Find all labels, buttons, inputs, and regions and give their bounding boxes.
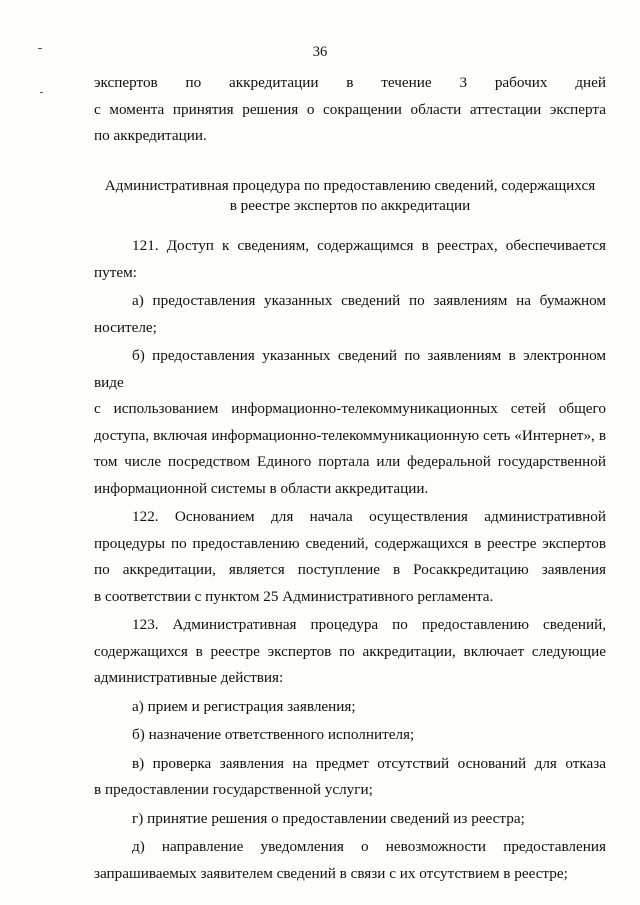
text-line: по аккредитации.: [94, 127, 207, 144]
text-line: а) предоставления указанных сведений по заявлениям на бумажном: [132, 292, 606, 309]
paragraph: [94, 343, 606, 502]
text-line: а) прием и регистрация заявления;: [132, 697, 356, 715]
text-line: запрашиваемых заявителем сведений в связи с их отсутствием в реестре;: [94, 864, 568, 882]
paragraph: [94, 288, 606, 341]
text-line: с момента принятия решения о сокращении области аттестации эксперта: [94, 100, 606, 118]
paragraph: [94, 751, 606, 804]
text-line: 121. Доступ к сведениям, содержащимся в реестрах, обеспечивается: [132, 237, 606, 254]
heading-line: в реестре экспертов по аккредитации: [229, 197, 471, 214]
text-line: содержащихся в реестре экспертов по аккредитации, включает следующие: [94, 642, 606, 660]
paragraph: [94, 834, 606, 887]
text-line: в предоставлении государственной услуги;: [94, 781, 373, 798]
heading-line: Административная процедура по предоставлению сведений, содержащихся: [104, 177, 596, 194]
text-line: путем:: [94, 263, 137, 281]
body-text: [94, 233, 606, 889]
paragraph: [94, 233, 606, 286]
text-line: по аккредитации, является поступление в Росаккредитацию заявления: [94, 561, 606, 578]
page-number: 36: [312, 44, 328, 60]
text-line: с использованием информационно-телекоммуникационных сетей общего: [94, 400, 606, 417]
text-line: б) назначение ответственного исполнителя;: [132, 726, 415, 743]
paragraph: [94, 722, 606, 749]
text-line: административные действия:: [94, 669, 284, 686]
text-line: 122. Основанием для начала осуществления административной: [132, 508, 606, 525]
text-line: д) направление уведомления о невозможности предоставления: [132, 838, 606, 855]
text-line: в соответствии с пунктом 25 Административного регламента.: [94, 587, 494, 605]
section-heading: [94, 176, 606, 216]
paragraph: [94, 612, 606, 692]
text-line: доступа, включая информационно-телекоммуникационную сеть «Интернет», в: [94, 426, 606, 444]
text-line: информационной системы в области аккредитации.: [94, 479, 429, 497]
text-line: г) принятие решения о предоставлении сведений из реестра;: [132, 809, 525, 827]
scan-mark: [40, 92, 43, 93]
text-line: 123. Административная процедура по предоставлению сведений,: [132, 616, 606, 633]
paragraph: [94, 694, 606, 721]
paragraph: [94, 504, 606, 610]
text-line: том числе посредством Единого портала или федеральной государственной: [94, 453, 606, 470]
text-line: процедуры по предоставлению сведений, содержащихся в реестре экспертов: [94, 534, 606, 552]
text-line: экспертов по аккредитации в течение 3 рабочих дней: [94, 74, 606, 91]
text-line: б) предоставления указанных сведений по заявлениям в электронном виде: [94, 347, 606, 391]
intro-text: [94, 70, 606, 150]
paragraph: [94, 806, 606, 833]
text-line: носителе;: [94, 318, 157, 336]
text-line: в) проверка заявления на предмет отсутствий оснований для отказа: [132, 754, 606, 772]
